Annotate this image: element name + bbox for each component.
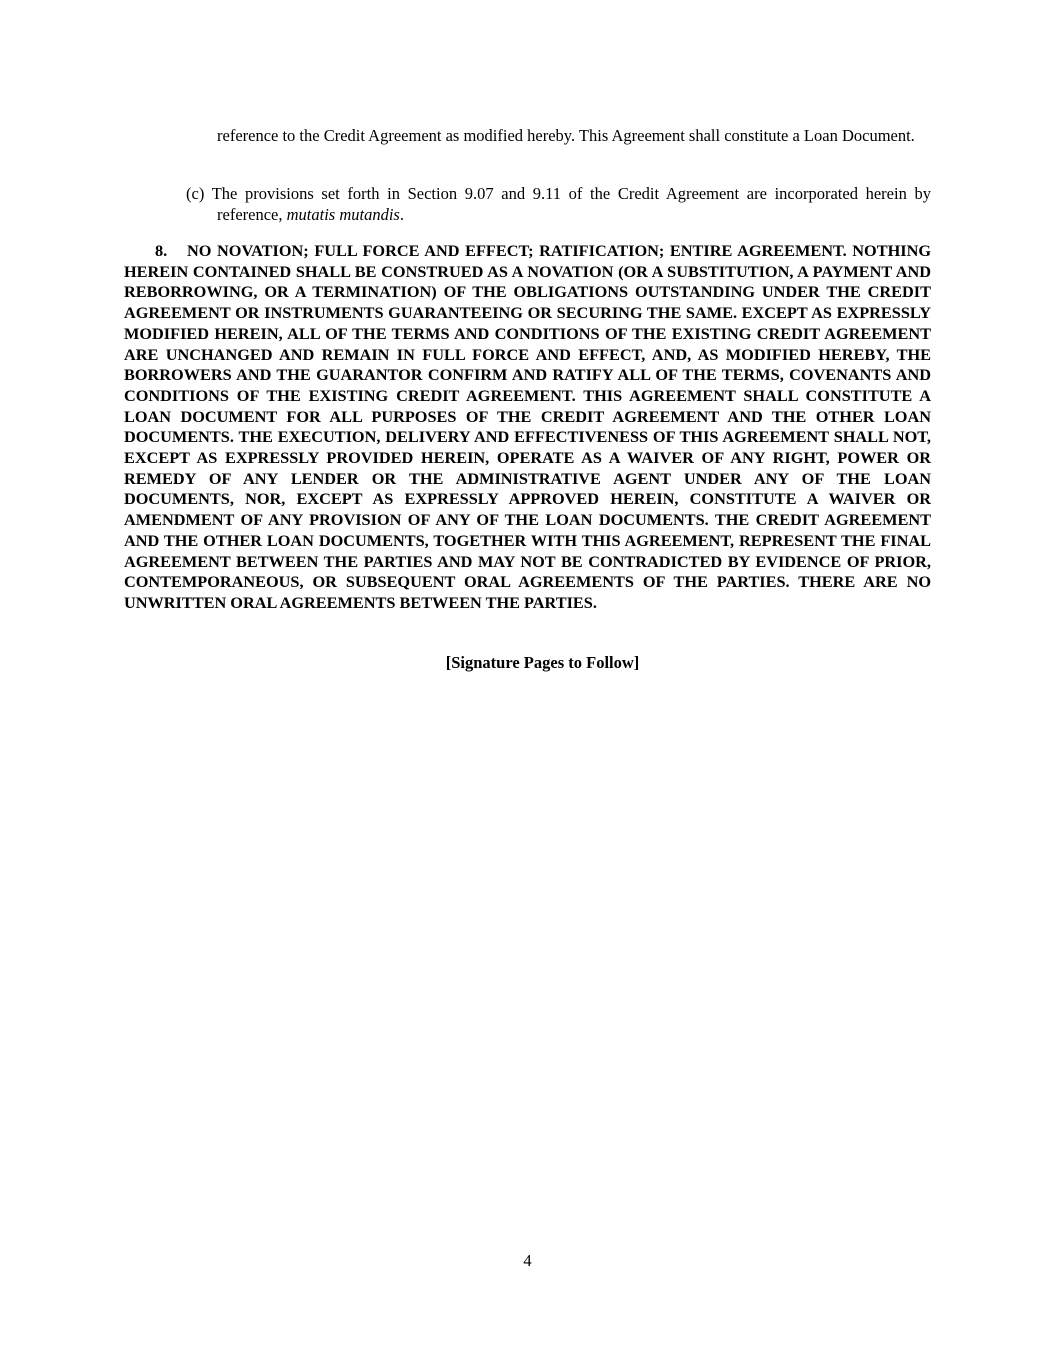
subsection-c-italic: mutatis mutandis xyxy=(286,205,400,224)
page-number: 4 xyxy=(523,1251,532,1270)
continuation-paragraph: reference to the Credit Agreement as modified hereby. This Agreement shall constitute a Loan Document. xyxy=(217,126,915,145)
subsection-c-text-end: . xyxy=(399,205,404,224)
subsection-c-label: (c) xyxy=(186,184,205,203)
section-8-text: NO NOVATION; FULL FORCE AND EFFECT; RATIFICATION; ENTIRE AGREEMENT. NOTHING HEREIN CONTAINED SHALL BE CONSTRUED AS A NOVATION (OR A SUBSTITUTION, A PAYMENT AND REBORROWING, OR A TERMINATION) OF THE OBLIGATIONS OUTSTANDING UNDER THE CREDIT AGREEMENT OR INSTRUMENTS GUARANTEEING OR SECURING THE SAME. EXCEPT AS EXPRESSLY MODIFIED HEREIN, ALL OF THE TERMS AND CONDITIONS OF THE EXISTING CREDIT AGREEMENT ARE UNCHANGED AND REMAIN IN FULL FORCE AND EFFECT, AND, AS MODIFIED HEREBY, THE BORROWERS AND THE GUARANTOR CONFIRM AND RATIFY ALL OF THE TERMS, COVENANTS AND CONDITIONS OF THE EXISTING CREDIT AGREEMENT. THIS AGREEMENT SHALL CONSTITUTE A LOAN DOCUMENT FOR ALL PURPOSES OF THE CREDIT AGREEMENT AND THE OTHER LOAN DOCUMENTS. THE EXECUTION, DELIVERY AND EFFECTIVENESS OF THIS AGREEMENT SHALL NOT, EXCEPT AS EXPRESSLY PROVIDED HEREIN, OPERATE AS A WAIVER OF ANY RIGHT, POWER OR REMEDY OF ANY LENDER OR THE ADMINISTRATIVE AGENT UNDER ANY OF THE LOAN DOCUMENTS, NOR, EXCEPT AS EXPRESSLY APPROVED HEREIN, CONSTITUTE A WAIVER OR AMENDMENT OF ANY PROVISION OF ANY OF THE LOAN DOCUMENTS. THE CREDIT AGREEMENT AND THE OTHER LOAN DOCUMENTS, TOGETHER WITH THIS AGREEMENT, REPRESENT THE FINAL AGREEMENT BETWEEN THE PARTIES AND MAY NOT BE CONTRADICTED BY EVIDENCE OF PRIOR, CONTEMPORANEOUS, OR SUBSEQUENT ORAL AGREEMENTS OF THE PARTIES. THERE ARE NO UNWRITTEN ORAL AGREEMENTS BETWEEN THE PARTIES. xyxy=(124,241,931,612)
section-8 xyxy=(124,241,931,614)
subsection-c-text: The provisions set forth in Section 9.07 and 9.11 of the Credit Agreement are incorporated herein by reference, xyxy=(211,184,931,224)
signature-pages-note: [Signature Pages to Follow] xyxy=(445,653,640,672)
subsection-c xyxy=(186,183,931,225)
section-8-number: 8. xyxy=(155,241,168,260)
